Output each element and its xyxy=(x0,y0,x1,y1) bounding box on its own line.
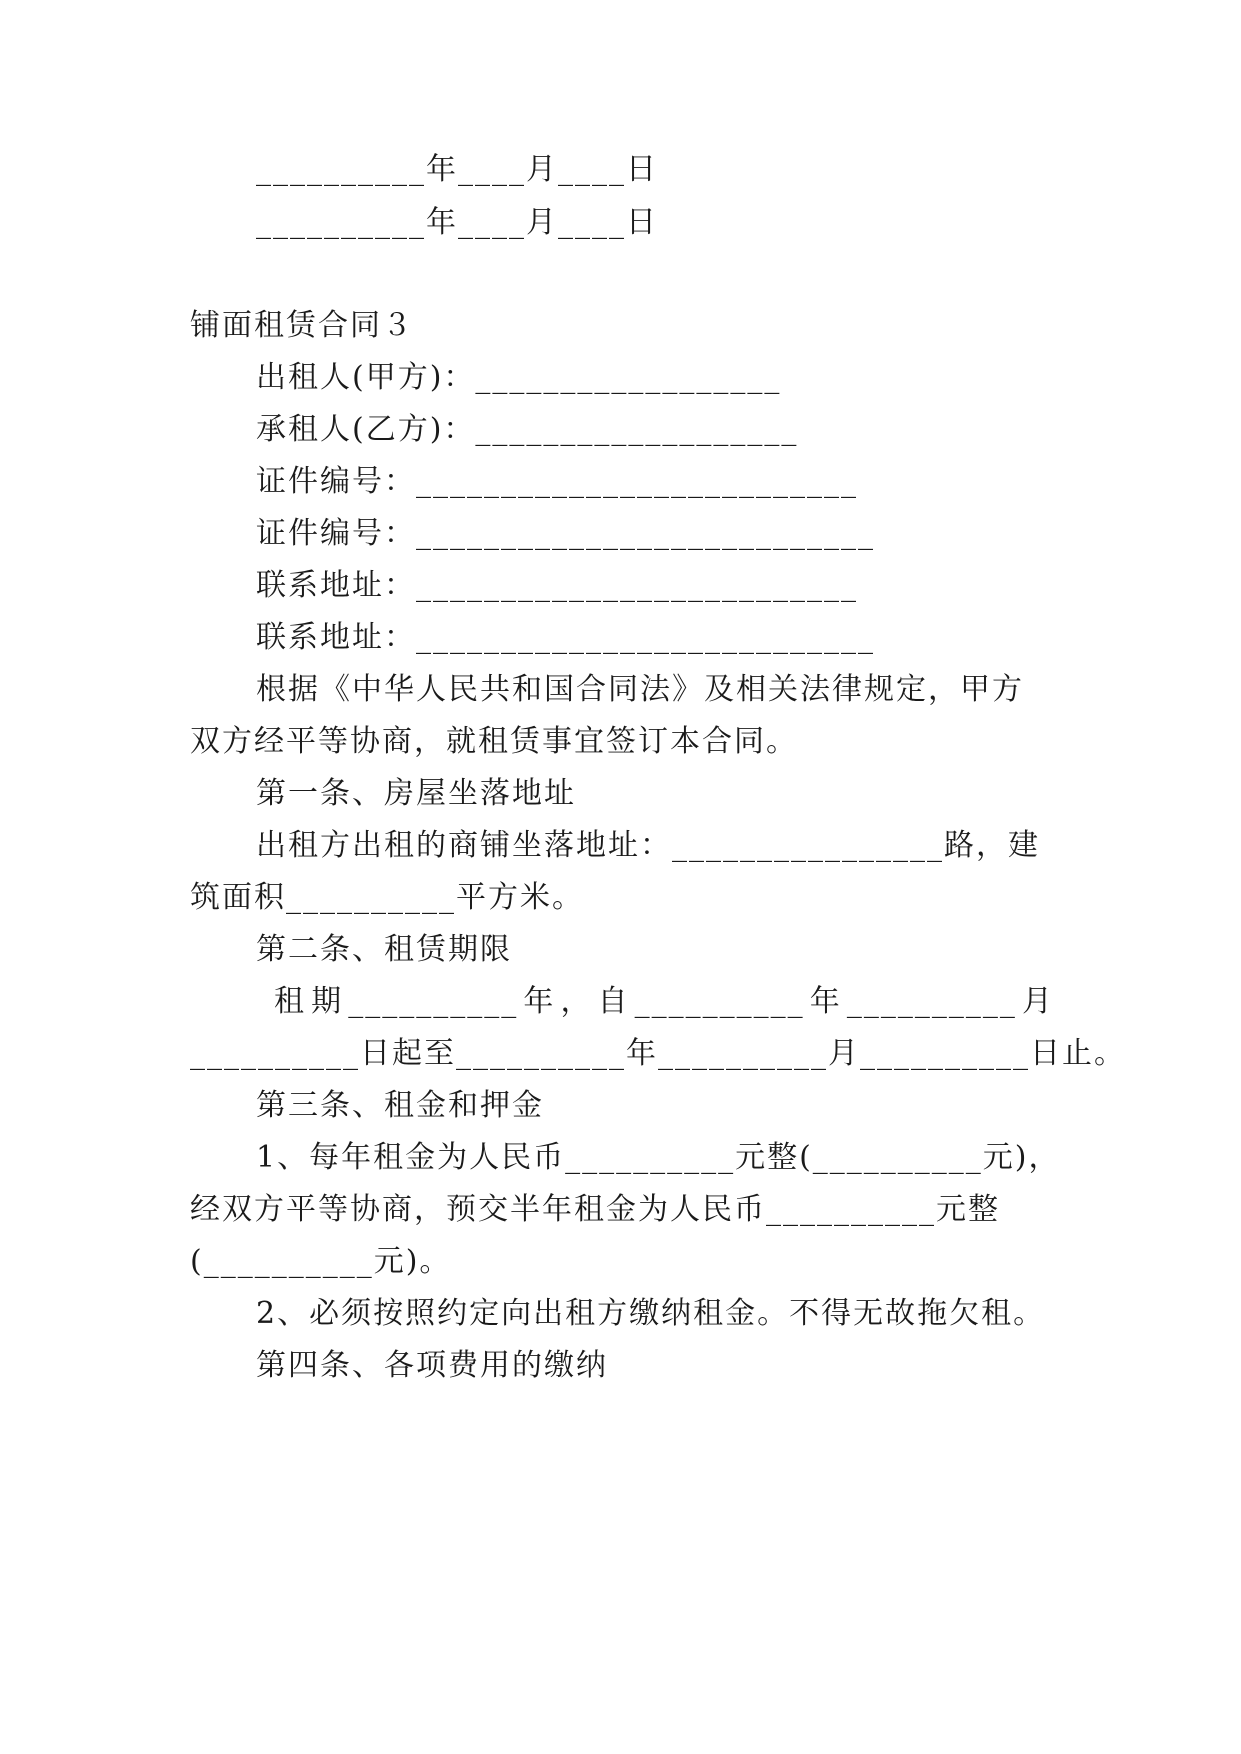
article-2-line-1 xyxy=(274,982,1054,1022)
article-1-line-2: 筑面积__________平方米。 xyxy=(190,880,584,915)
article-3-heading: 第三条、租金和押金 xyxy=(256,1088,544,1123)
id-number-line-2: 证件编号：___________________________ xyxy=(256,516,875,551)
year-label: 年 xyxy=(523,984,556,1019)
start-year-blank: __________ xyxy=(634,984,805,1019)
address-line-1: 联系地址：__________________________ xyxy=(256,568,858,603)
start-year-label: 年 xyxy=(809,984,842,1019)
intro-line-2: 双方经平等协商，就租赁事宜签订本合同。 xyxy=(190,724,798,759)
article-3-clause-1-line-2: 经双方平等协商，预交半年租金为人民币__________元整 xyxy=(190,1192,1000,1227)
contract-title: 铺面租赁合同３ xyxy=(190,308,414,343)
lease-term-word-1: 租 xyxy=(274,984,306,1019)
date-line-2: __________年____月____日 xyxy=(256,205,658,240)
article-1-heading: 第一条、房屋坐落地址 xyxy=(256,776,576,811)
intro-line-1: 根据《中华人民共和国合同法》及相关法律规定，甲方 xyxy=(256,672,1024,707)
from-label: 自 xyxy=(597,984,630,1019)
article-1-line-1: 出租方出租的商铺坐落地址：________________路，建 xyxy=(256,828,1040,863)
lease-years-blank: __________ xyxy=(348,984,519,1019)
article-3-clause-1-line-3: (__________元)。 xyxy=(190,1244,452,1279)
lessor-line: 出租人(甲方)：__________________ xyxy=(256,360,782,395)
lessee-line: 承租人(乙方)：___________________ xyxy=(256,412,799,447)
date-line-1: __________年____月____日 xyxy=(256,152,658,187)
article-2-line-2: __________日起至__________年__________月__________日止。 xyxy=(190,1036,1126,1071)
start-month-label: 月 xyxy=(1021,984,1054,1019)
id-number-line-1: 证件编号：__________________________ xyxy=(256,464,858,499)
start-month-blank: __________ xyxy=(846,984,1017,1019)
comma: ， xyxy=(560,984,593,1019)
address-line-2: 联系地址：___________________________ xyxy=(256,620,875,655)
article-2-heading: 第二条、租赁期限 xyxy=(256,932,512,967)
lease-term-word-2: 期 xyxy=(311,984,344,1019)
article-4-heading: 第四条、各项费用的缴纳 xyxy=(256,1348,608,1383)
article-3-clause-2: 2、必须按照约定向出租方缴纳租金。不得无故拖欠租。 xyxy=(256,1296,1046,1331)
article-3-clause-1-line-1: 1、每年租金为人民币__________元整(__________元)， xyxy=(256,1140,1061,1175)
